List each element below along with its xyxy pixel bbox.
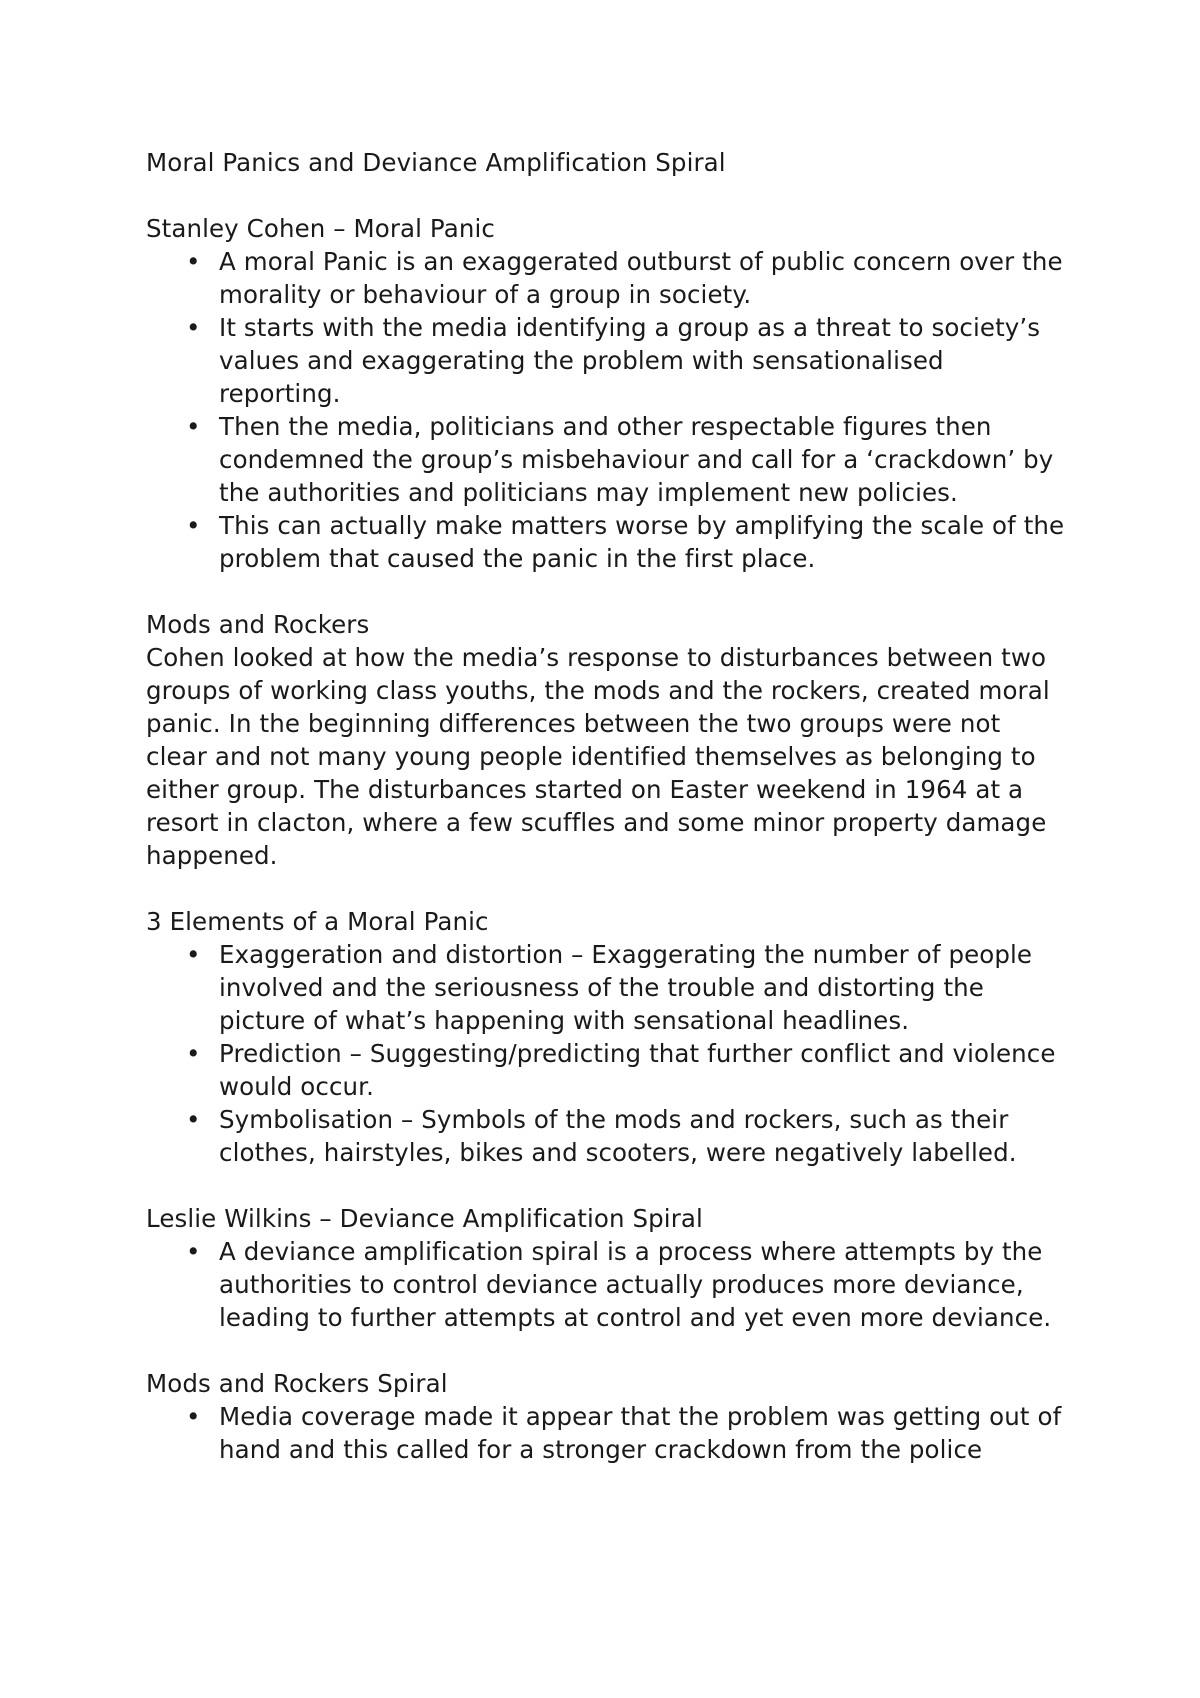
- list-item-text: Then the media, politicians and other respectable figures then condemned the group’s misbehaviour and call for a ‘crackdown’ by the authorities and politicians may implement new policies.: [219, 412, 1054, 507]
- bullet-list: [146, 245, 1066, 575]
- document-title: Moral Panics and Deviance Amplification Spiral: [146, 148, 726, 177]
- bullet-icon: •: [186, 1402, 201, 1431]
- list-item: [146, 1103, 1066, 1169]
- section-heading: Mods and Rockers: [146, 610, 370, 639]
- bullet-list: [146, 938, 1066, 1169]
- list-item: [146, 245, 1066, 311]
- section-heading: 3 Elements of a Moral Panic: [146, 907, 489, 936]
- list-item: [146, 311, 1066, 410]
- bullet-list: [146, 1235, 1066, 1334]
- list-item-text: A deviance amplification spiral is a process where attempts by the authorities to control deviance actually produces more deviance, leading to further attempts at control and yet even more deviance.: [219, 1237, 1052, 1332]
- list-item-text: Prediction – Suggesting/predicting that further conflict and violence would occur.: [219, 1039, 1056, 1101]
- list-item: [146, 1400, 1066, 1466]
- bullet-icon: •: [186, 412, 201, 441]
- bullet-icon: •: [186, 1105, 201, 1134]
- section-three-elements: [146, 905, 1066, 1169]
- section-mods-and-rockers: [146, 608, 1066, 872]
- list-item-text: This can actually make matters worse by amplifying the scale of the problem that caused the panic in the first place.: [219, 511, 1065, 573]
- list-item-text: Symbolisation – Symbols of the mods and rockers, such as their clothes, hairstyles, bikes and scooters, were negatively labelled.: [219, 1105, 1017, 1167]
- bullet-icon: •: [186, 247, 201, 276]
- bullet-icon: •: [186, 1039, 201, 1068]
- list-item-text: Media coverage made it appear that the problem was getting out of hand and this called for a stronger crackdown from the police: [219, 1402, 1062, 1464]
- list-item: [146, 1037, 1066, 1103]
- section-heading: Mods and Rockers Spiral: [146, 1369, 448, 1398]
- section-cohen: [146, 212, 1066, 575]
- bullet-list: [146, 1400, 1066, 1466]
- list-item: [146, 1235, 1066, 1334]
- list-item: [146, 938, 1066, 1037]
- bullet-icon: •: [186, 511, 201, 540]
- list-item-text: A moral Panic is an exaggerated outburst of public concern over the morality or behaviour of a group in society.: [219, 247, 1063, 309]
- list-item: [146, 410, 1066, 509]
- section-heading: Leslie Wilkins – Deviance Amplification Spiral: [146, 1204, 703, 1233]
- list-item-text: Exaggeration and distortion – Exaggerating the number of people involved and the seriousness of the trouble and distorting the picture of what’s happening with sensational headlines.: [219, 940, 1033, 1035]
- section-wilkins: [146, 1202, 1066, 1334]
- document-body: [146, 146, 1066, 1499]
- list-item-text: It starts with the media identifying a group as a threat to society’s values and exaggerating the problem with sensationalised reporting.: [219, 313, 1041, 408]
- bullet-icon: •: [186, 1237, 201, 1266]
- section-spiral: [146, 1367, 1066, 1466]
- bullet-icon: •: [186, 313, 201, 342]
- section-heading: Stanley Cohen – Moral Panic: [146, 214, 495, 243]
- paragraph: Cohen looked at how the media’s response to disturbances between two groups of working class youths, the mods and the rockers, created moral panic. In the beginning differences between the two groups were not clear and not many young people identified themselves as belonging to either group. The disturbances started on Easter weekend in 1964 at a resort in clacton, where a few scuffles and some minor property damage happened.: [146, 643, 1050, 870]
- bullet-icon: •: [186, 940, 201, 969]
- list-item: [146, 509, 1066, 575]
